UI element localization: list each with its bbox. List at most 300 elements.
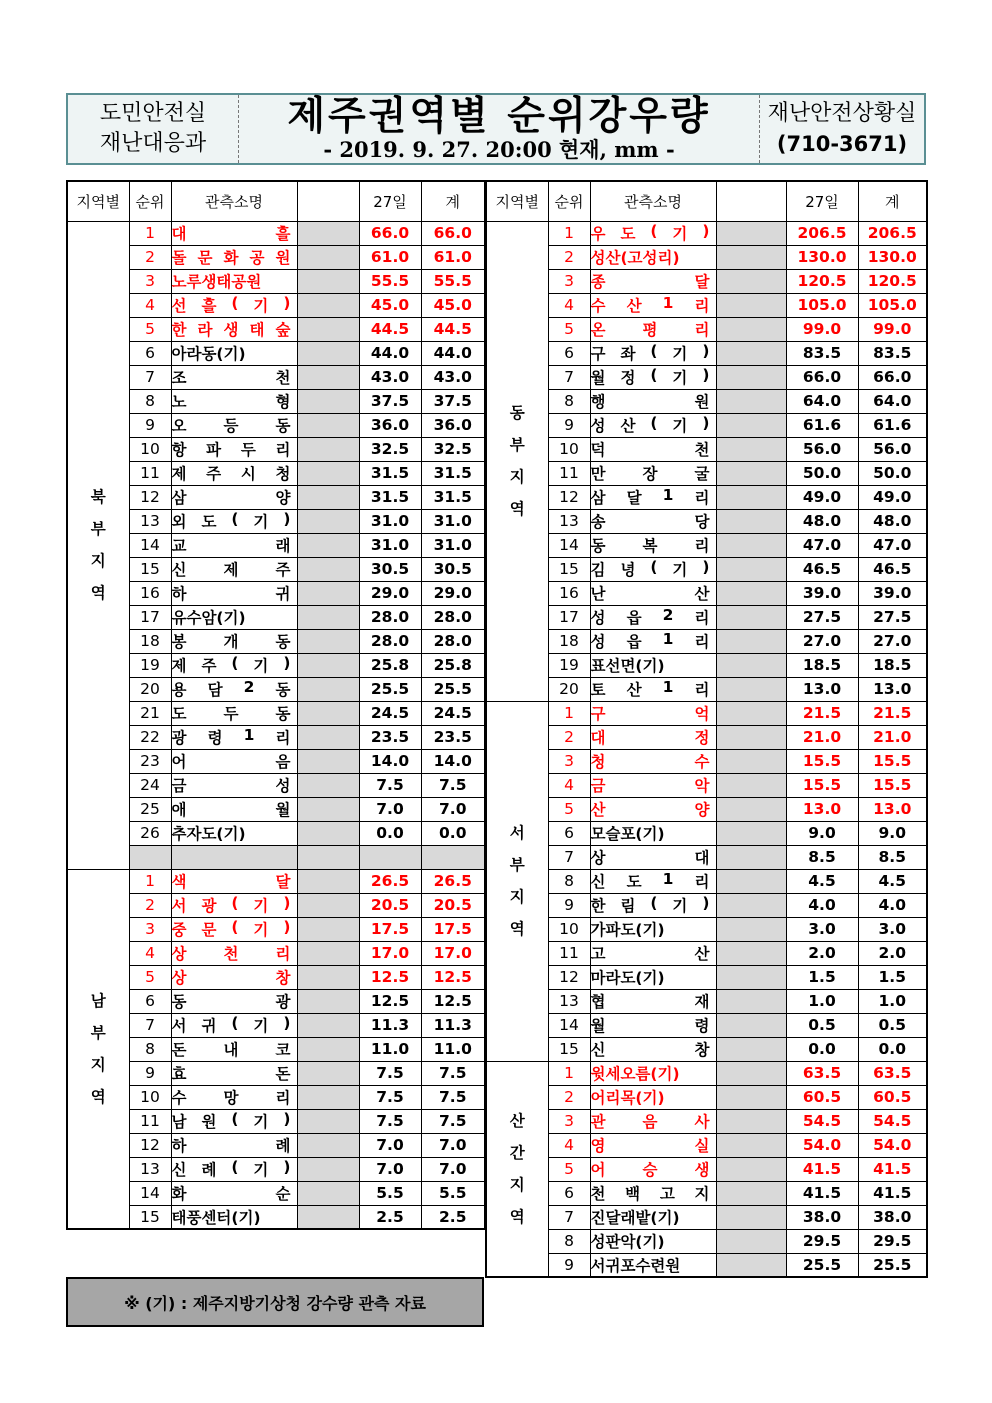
blank-cell [297, 389, 359, 413]
col-station: 관측소명 [171, 181, 297, 221]
table-row [67, 893, 485, 917]
rank-cell: 21 [129, 701, 171, 725]
station-name-cell: 서 광 ( 기 ) [171, 893, 297, 917]
contact-block [760, 95, 924, 163]
day-rainfall-cell: 47.0 [786, 533, 858, 557]
day-rainfall-cell: 18.5 [786, 653, 858, 677]
rank-cell: 11 [129, 461, 171, 485]
day-rainfall-cell: 12.5 [359, 989, 421, 1013]
station-name-cell: 온 평 리 [590, 317, 716, 341]
total-rainfall-cell: 66.0 [421, 221, 485, 245]
col-day: 27일 [359, 181, 421, 221]
blank-cell [297, 341, 359, 365]
rank-cell: 13 [548, 989, 590, 1013]
rank-cell: 6 [548, 821, 590, 845]
total-rainfall-cell: 13.0 [858, 677, 927, 701]
blank-cell [716, 821, 786, 845]
total-rainfall-cell: 11.3 [421, 1013, 485, 1037]
day-rainfall-cell: 46.5 [786, 557, 858, 581]
total-rainfall-cell: 14.0 [421, 749, 485, 773]
title-block [239, 95, 760, 163]
rank-cell: 20 [548, 677, 590, 701]
station-name-cell: 금 성 [171, 773, 297, 797]
blank-cell [716, 245, 786, 269]
total-rainfall-cell: 99.0 [858, 317, 927, 341]
day-rainfall-cell: 64.0 [786, 389, 858, 413]
rank-cell: 6 [129, 989, 171, 1013]
blank-cell [297, 1133, 359, 1157]
blank-cell [297, 245, 359, 269]
day-rainfall-cell: 44.0 [359, 341, 421, 365]
day-rainfall-cell: 21.0 [786, 725, 858, 749]
table-row [67, 1205, 485, 1229]
day-rainfall-cell: 0.5 [786, 1013, 858, 1037]
station-name-cell: 성 읍 2 리 [590, 605, 716, 629]
rank-cell: 16 [548, 581, 590, 605]
blank-cell [297, 725, 359, 749]
blank-cell [297, 749, 359, 773]
table-row [67, 413, 485, 437]
col-blank [716, 181, 786, 221]
rank-cell: 11 [548, 941, 590, 965]
blank-cell [297, 965, 359, 989]
blank-cell [297, 677, 359, 701]
day-rainfall-cell: 56.0 [786, 437, 858, 461]
station-name-cell: 봉 개 동 [171, 629, 297, 653]
department-name: 도민안전실 [99, 101, 207, 126]
page-title: 제주권역별 순위강우량 [287, 94, 711, 139]
day-rainfall-cell: 55.5 [359, 269, 421, 293]
region-label: 서 부 지 역 [486, 701, 548, 1061]
blank-cell [716, 869, 786, 893]
table-row [486, 773, 927, 797]
blank-cell [716, 1013, 786, 1037]
total-rainfall-cell: 1.0 [858, 989, 927, 1013]
blank-cell [716, 773, 786, 797]
total-rainfall-cell: 23.5 [421, 725, 485, 749]
rank-cell: 15 [129, 1205, 171, 1229]
blank-cell [297, 1013, 359, 1037]
rank-cell: 14 [129, 1181, 171, 1205]
station-name-cell: 신 도 1 리 [590, 869, 716, 893]
rank-cell: 14 [129, 533, 171, 557]
rank-cell: 11 [548, 461, 590, 485]
table-row [486, 389, 927, 413]
total-rainfall-cell: 61.0 [421, 245, 485, 269]
station-name-cell: 진달래밭(기) [590, 1205, 716, 1229]
table-row [67, 533, 485, 557]
station-name-cell: 천 백 고 지 [590, 1181, 716, 1205]
total-rainfall-cell: 61.6 [858, 413, 927, 437]
blank-cell [716, 605, 786, 629]
day-rainfall-cell: 4.0 [786, 893, 858, 917]
table-row [67, 1013, 485, 1037]
blank-cell [297, 269, 359, 293]
day-rainfall-cell: 130.0 [786, 245, 858, 269]
total-rainfall-cell: 60.5 [858, 1085, 927, 1109]
total-rainfall-cell: 39.0 [858, 581, 927, 605]
table-row [486, 1253, 927, 1277]
station-name-cell: 윗세오름(기) [590, 1061, 716, 1085]
day-rainfall-cell: 2.5 [359, 1205, 421, 1229]
blank-cell [716, 701, 786, 725]
total-rainfall-cell: 63.5 [858, 1061, 927, 1085]
station-name-cell: 모슬포(기) [590, 821, 716, 845]
table-row [67, 845, 485, 869]
header-box [66, 93, 926, 165]
day-rainfall-cell: 3.0 [786, 917, 858, 941]
total-rainfall-cell: 7.5 [421, 1061, 485, 1085]
table-row [67, 677, 485, 701]
blank-cell [716, 917, 786, 941]
station-name-cell: 노 형 [171, 389, 297, 413]
table-row [486, 629, 927, 653]
day-rainfall-cell: 43.0 [359, 365, 421, 389]
phone-number: (710-3671) [776, 132, 908, 156]
total-rainfall-cell: 47.0 [858, 533, 927, 557]
day-rainfall-cell: 38.0 [786, 1205, 858, 1229]
blank-cell [716, 533, 786, 557]
blank-cell [716, 365, 786, 389]
station-name-cell: 고 산 [590, 941, 716, 965]
rank-cell: 3 [129, 269, 171, 293]
blank-cell [297, 1205, 359, 1229]
total-rainfall-cell: 27.5 [858, 605, 927, 629]
station-name-cell: 표선면(기) [590, 653, 716, 677]
table-row [486, 1181, 927, 1205]
table-row [486, 341, 927, 365]
col-total: 계 [858, 181, 927, 221]
total-rainfall-cell: 2.5 [421, 1205, 485, 1229]
table-row [67, 1037, 485, 1061]
total-rainfall-cell: 7.5 [421, 1085, 485, 1109]
table-row [67, 605, 485, 629]
day-rainfall-cell: 99.0 [786, 317, 858, 341]
station-name-cell: 종 달 [590, 269, 716, 293]
day-rainfall-cell: 31.5 [359, 461, 421, 485]
region-label: 남 부 지 역 [67, 869, 129, 1229]
day-rainfall-cell: 8.5 [786, 845, 858, 869]
table-row [67, 701, 485, 725]
blank-cell [297, 557, 359, 581]
rank-cell: 22 [129, 725, 171, 749]
blank-cell [716, 509, 786, 533]
day-rainfall-cell: 63.5 [786, 1061, 858, 1085]
col-station: 관측소명 [590, 181, 716, 221]
total-rainfall-cell: 4.5 [858, 869, 927, 893]
page-subtitle: - 2019. 9. 27. 20:00 현재, mm - [323, 137, 675, 162]
day-rainfall-cell: 15.5 [786, 749, 858, 773]
table-row [67, 1133, 485, 1157]
total-rainfall-cell: 64.0 [858, 389, 927, 413]
station-name-cell: 성산(고성리) [590, 245, 716, 269]
blank-cell [716, 269, 786, 293]
station-name-cell: 우 도 ( 기 ) [590, 221, 716, 245]
rank-cell: 8 [548, 869, 590, 893]
total-rainfall-cell: 5.5 [421, 1181, 485, 1205]
day-rainfall-cell: 39.0 [786, 581, 858, 605]
table-row [486, 485, 927, 509]
day-rainfall-cell: 0.0 [359, 821, 421, 845]
day-rainfall-cell: 66.0 [786, 365, 858, 389]
total-rainfall-cell: 2.0 [858, 941, 927, 965]
blank-cell [716, 341, 786, 365]
table-row [486, 1157, 927, 1181]
station-name-cell: 하 귀 [171, 581, 297, 605]
rank-cell: 10 [129, 1085, 171, 1109]
table-row [486, 509, 927, 533]
table-row [67, 917, 485, 941]
station-name-cell: 수 망 리 [171, 1085, 297, 1109]
total-rainfall-cell: 32.5 [421, 437, 485, 461]
table-row [486, 797, 927, 821]
col-region: 지역별 [486, 181, 548, 221]
day-rainfall-cell: 44.5 [359, 317, 421, 341]
station-name-cell: 구 억 [590, 701, 716, 725]
total-rainfall-cell: 27.0 [858, 629, 927, 653]
total-rainfall-cell: 31.5 [421, 485, 485, 509]
day-rainfall-cell: 32.5 [359, 437, 421, 461]
col-rank: 순위 [129, 181, 171, 221]
blank-cell [297, 461, 359, 485]
rank-cell: 1 [129, 869, 171, 893]
day-rainfall-cell: 105.0 [786, 293, 858, 317]
table-row [67, 317, 485, 341]
rank-cell: 19 [129, 653, 171, 677]
table-row [67, 461, 485, 485]
table-row [486, 725, 927, 749]
total-rainfall-cell: 206.5 [858, 221, 927, 245]
total-rainfall-cell: 45.0 [421, 293, 485, 317]
rank-cell: 12 [548, 485, 590, 509]
blank-cell [716, 1229, 786, 1253]
blank-cell [716, 389, 786, 413]
blank-cell [297, 605, 359, 629]
rank-cell: 2 [548, 1085, 590, 1109]
rank-cell: 20 [129, 677, 171, 701]
department-block [68, 95, 239, 163]
blank-cell [716, 557, 786, 581]
total-rainfall-cell: 130.0 [858, 245, 927, 269]
day-rainfall-cell: 30.5 [359, 557, 421, 581]
table-row [67, 821, 485, 845]
total-rainfall-cell: 7.5 [421, 1109, 485, 1133]
blank-cell [716, 485, 786, 509]
rank-cell: 5 [129, 965, 171, 989]
table-row [486, 1205, 927, 1229]
total-rainfall-cell: 44.0 [421, 341, 485, 365]
day-rainfall-cell [359, 845, 421, 869]
station-name-cell: 월 정 ( 기 ) [590, 365, 716, 389]
total-rainfall-cell: 7.0 [421, 1133, 485, 1157]
station-name-cell: 아라동(기) [171, 341, 297, 365]
day-rainfall-cell: 27.5 [786, 605, 858, 629]
division-name: 재난대응과 [99, 131, 207, 156]
total-rainfall-cell: 44.5 [421, 317, 485, 341]
station-name-cell: 태풍센터(기) [171, 1205, 297, 1229]
day-rainfall-cell: 37.5 [359, 389, 421, 413]
total-rainfall-cell: 7.0 [421, 1157, 485, 1181]
station-name-cell: 신 창 [590, 1037, 716, 1061]
day-rainfall-cell: 24.5 [359, 701, 421, 725]
station-name-cell: 청 수 [590, 749, 716, 773]
blank-cell [297, 1157, 359, 1181]
total-rainfall-cell: 49.0 [858, 485, 927, 509]
table-row [486, 1229, 927, 1253]
station-name-cell: 송 당 [590, 509, 716, 533]
day-rainfall-cell: 4.5 [786, 869, 858, 893]
rank-cell: 6 [548, 1181, 590, 1205]
day-rainfall-cell: 23.5 [359, 725, 421, 749]
table-row [486, 317, 927, 341]
station-name-cell: 교 래 [171, 533, 297, 557]
rank-cell: 15 [129, 557, 171, 581]
blank-cell [297, 773, 359, 797]
rank-cell: 3 [548, 1109, 590, 1133]
blank-cell [716, 677, 786, 701]
blank-cell [716, 1061, 786, 1085]
station-name-cell: 어리목(기) [590, 1085, 716, 1109]
station-name-cell: 오 등 동 [171, 413, 297, 437]
day-rainfall-cell: 29.0 [359, 581, 421, 605]
blank-cell [716, 1133, 786, 1157]
table-header-row [67, 181, 485, 221]
station-name-cell: 조 천 [171, 365, 297, 389]
table-row [67, 557, 485, 581]
table-row [486, 365, 927, 389]
station-name-cell: 김 녕 ( 기 ) [590, 557, 716, 581]
station-name-cell: 신 례 ( 기 ) [171, 1157, 297, 1181]
day-rainfall-cell: 60.5 [786, 1085, 858, 1109]
day-rainfall-cell: 7.5 [359, 1109, 421, 1133]
total-rainfall-cell: 56.0 [858, 437, 927, 461]
rank-cell: 10 [129, 437, 171, 461]
rank-cell: 13 [129, 1157, 171, 1181]
station-name-cell: 제 주 ( 기 ) [171, 653, 297, 677]
table-row [486, 437, 927, 461]
rank-cell: 9 [548, 413, 590, 437]
total-rainfall-cell: 3.0 [858, 917, 927, 941]
day-rainfall-cell: 11.3 [359, 1013, 421, 1037]
rank-cell: 3 [548, 269, 590, 293]
total-rainfall-cell: 20.5 [421, 893, 485, 917]
station-name-cell: 한 라 생 태 숲 [171, 317, 297, 341]
day-rainfall-cell: 29.5 [786, 1229, 858, 1253]
day-rainfall-cell: 20.5 [359, 893, 421, 917]
table-row [486, 1013, 927, 1037]
rank-cell: 23 [129, 749, 171, 773]
table-row [486, 461, 927, 485]
table-row [486, 917, 927, 941]
station-name-cell: 관 음 사 [590, 1109, 716, 1133]
rank-cell [129, 845, 171, 869]
col-day: 27일 [786, 181, 858, 221]
day-rainfall-cell: 49.0 [786, 485, 858, 509]
blank-cell [716, 653, 786, 677]
region-label: 산 간 지 역 [486, 1061, 548, 1277]
station-name-cell: 유수암(기) [171, 605, 297, 629]
total-rainfall-cell: 66.0 [858, 365, 927, 389]
blank-cell [716, 317, 786, 341]
total-rainfall-cell: 29.5 [858, 1229, 927, 1253]
blank-cell [297, 1061, 359, 1085]
table-row [486, 677, 927, 701]
rank-cell: 2 [129, 245, 171, 269]
rank-cell: 1 [548, 1061, 590, 1085]
day-rainfall-cell: 120.5 [786, 269, 858, 293]
blank-cell [716, 437, 786, 461]
table-row [67, 773, 485, 797]
rank-cell: 6 [548, 341, 590, 365]
table-row [67, 581, 485, 605]
blank-cell [297, 941, 359, 965]
station-name-cell: 삼 달 1 리 [590, 485, 716, 509]
total-rainfall-cell: 48.0 [858, 509, 927, 533]
total-rainfall-cell: 21.5 [858, 701, 927, 725]
rank-cell: 5 [548, 797, 590, 821]
table-row [67, 293, 485, 317]
station-name-cell: 한 림 ( 기 ) [590, 893, 716, 917]
station-name-cell: 난 산 [590, 581, 716, 605]
station-name-cell: 추자도(기) [171, 821, 297, 845]
table-row [486, 869, 927, 893]
station-name-cell: 색 달 [171, 869, 297, 893]
blank-cell [716, 293, 786, 317]
table-row [67, 749, 485, 773]
day-rainfall-cell: 31.5 [359, 485, 421, 509]
total-rainfall-cell: 13.0 [858, 797, 927, 821]
rank-cell: 19 [548, 653, 590, 677]
day-rainfall-cell: 45.0 [359, 293, 421, 317]
blank-cell [297, 365, 359, 389]
total-rainfall-cell: 28.0 [421, 605, 485, 629]
rank-cell: 8 [548, 389, 590, 413]
day-rainfall-cell: 15.5 [786, 773, 858, 797]
table-row [486, 1061, 927, 1085]
station-name-cell: 돌 문 화 공 원 [171, 245, 297, 269]
table-row [67, 941, 485, 965]
station-name-cell: 삼 양 [171, 485, 297, 509]
day-rainfall-cell: 2.0 [786, 941, 858, 965]
rank-cell: 18 [548, 629, 590, 653]
day-rainfall-cell: 7.5 [359, 773, 421, 797]
station-name-cell: 서 귀 ( 기 ) [171, 1013, 297, 1037]
table-row [67, 869, 485, 893]
table-row [67, 509, 485, 533]
blank-cell [297, 509, 359, 533]
day-rainfall-cell: 54.0 [786, 1133, 858, 1157]
station-name-cell: 토 산 1 리 [590, 677, 716, 701]
station-name-cell: 어 음 [171, 749, 297, 773]
total-rainfall-cell: 46.5 [858, 557, 927, 581]
blank-cell [716, 845, 786, 869]
station-name-cell: 제 주 시 청 [171, 461, 297, 485]
blank-cell [716, 941, 786, 965]
station-name-cell: 행 원 [590, 389, 716, 413]
rank-cell: 9 [548, 1253, 590, 1277]
rank-cell: 8 [129, 389, 171, 413]
blank-cell [716, 581, 786, 605]
station-name-cell: 애 월 [171, 797, 297, 821]
table-row [486, 821, 927, 845]
table-row [486, 845, 927, 869]
total-rainfall-cell: 29.0 [421, 581, 485, 605]
table-row [67, 365, 485, 389]
day-rainfall-cell: 17.0 [359, 941, 421, 965]
day-rainfall-cell: 7.0 [359, 1133, 421, 1157]
station-name-cell: 중 문 ( 기 ) [171, 917, 297, 941]
blank-cell [297, 653, 359, 677]
